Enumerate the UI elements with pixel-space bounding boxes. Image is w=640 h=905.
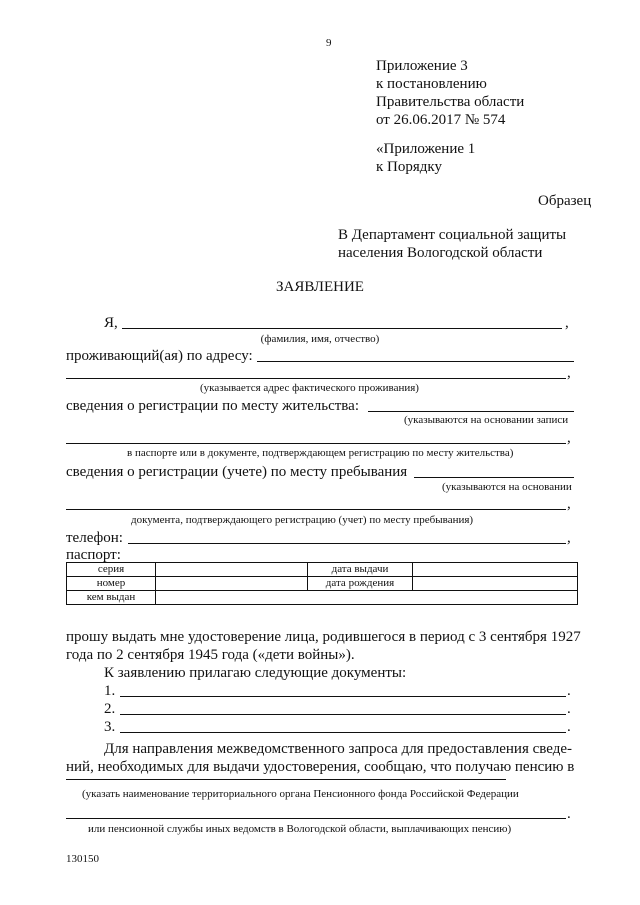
issue-date-cell[interactable] <box>413 563 578 577</box>
pension-hint-1: (указать наименование территориального органа Пенсионного фонда Российской Федерации <box>82 788 519 800</box>
addressee-line-2: населения Вологодской области <box>338 245 543 261</box>
issue-date-label: дата выдачи <box>308 563 413 577</box>
attach-item-3-line[interactable] <box>120 732 566 733</box>
pension-dot: . <box>567 806 571 822</box>
stay-line-1[interactable] <box>414 477 574 478</box>
attach-item-2-line[interactable] <box>120 714 566 715</box>
phone-label: телефон: <box>66 530 123 546</box>
interdept-line-1: Для направления межведомственного запроса для предоставления сведе- <box>104 741 573 757</box>
table-row <box>67 591 578 605</box>
table-row <box>67 577 578 591</box>
birth-date-label: дата рождения <box>308 577 413 591</box>
stay-hint-1: (указываются на основании <box>442 481 572 493</box>
sample-label: Образец <box>538 193 592 209</box>
series-label: серия <box>67 563 156 577</box>
birth-date-cell[interactable] <box>413 577 578 591</box>
attach-item-3-dot: . <box>567 719 571 735</box>
issued-by-cell[interactable] <box>156 591 578 605</box>
address-hint: (указывается адрес фактического проживания) <box>200 382 419 394</box>
fio-hint: (фамилия, имя, отчество) <box>260 333 380 345</box>
attach-item-2-dot: . <box>567 701 571 717</box>
pension-line-1[interactable] <box>66 779 506 780</box>
registration-hint-2: в паспорте или в документе, подтверждающем регистрацию по месту жительства) <box>127 447 514 459</box>
registration-line-2[interactable] <box>66 443 566 444</box>
appendix-line-3: Правительства области <box>376 94 525 110</box>
appendix-line-5: «Приложение 1 <box>376 141 476 157</box>
number-cell[interactable] <box>156 577 308 591</box>
attach-label: К заявлению прилагаю следующие документы: <box>104 665 407 681</box>
number-label: номер <box>67 577 156 591</box>
fio-comma: , <box>565 315 569 331</box>
address-line-2[interactable] <box>66 378 566 379</box>
registration-line-1[interactable] <box>368 411 574 412</box>
attach-item-1-num: 1. <box>104 683 116 699</box>
passport-label: паспорт: <box>66 547 121 563</box>
attach-item-3-num: 3. <box>104 719 116 735</box>
request-line-1: прошу выдать мне удостоверение лица, родившегося в период с 3 сентября 1927 <box>66 629 581 645</box>
footer-code: 130150 <box>66 853 99 865</box>
address-comma: , <box>567 365 571 381</box>
appendix-line-4: от 26.06.2017 № 574 <box>376 112 506 128</box>
registration-comma: , <box>567 430 571 446</box>
table-row <box>67 563 578 577</box>
request-line-2: года по 2 сентября 1945 года («дети войны»). <box>66 647 355 663</box>
series-cell[interactable] <box>156 563 308 577</box>
passport-table <box>66 562 578 605</box>
phone-comma: , <box>567 530 571 546</box>
fio-line[interactable] <box>122 328 562 329</box>
pension-hint-2: или пенсионной службы иных ведомств в Вологодской области, выплачивающих пенсию) <box>88 823 512 835</box>
address-line-1[interactable] <box>257 361 574 362</box>
pension-line-2[interactable] <box>66 818 566 819</box>
registration-label: сведения о регистрации по месту жительства: <box>66 398 359 414</box>
addressee-line-1: В Департамент социальной защиты <box>338 227 567 243</box>
stay-comma: , <box>567 496 571 512</box>
registration-hint-1: (указываются на основании записи <box>404 414 569 426</box>
phone-line[interactable] <box>128 543 566 544</box>
ya-label: Я, <box>104 315 118 331</box>
interdept-line-2: ний, необходимых для выдачи удостоверения, сообщаю, что получаю пенсию в <box>66 759 575 775</box>
attach-item-2-num: 2. <box>104 701 116 717</box>
attach-item-1-dot: . <box>567 683 571 699</box>
appendix-line-2: к постановлению <box>376 76 487 92</box>
attach-item-1-line[interactable] <box>120 696 566 697</box>
stay-label: сведения о регистрации (учете) по месту пребывания <box>66 464 408 480</box>
appendix-line-6: к Порядку <box>376 159 442 175</box>
appendix-line-1: Приложение 3 <box>376 58 468 74</box>
document-title: ЗАЯВЛЕНИЕ <box>276 279 364 295</box>
stay-line-2[interactable] <box>66 509 566 510</box>
stay-hint-2: документа, подтверждающего регистрацию (учет) по месту пребывания) <box>131 514 474 526</box>
issued-by-label: кем выдан <box>67 591 156 605</box>
address-label: проживающий(ая) по адресу: <box>66 348 253 364</box>
page-number: 9 <box>326 37 332 49</box>
